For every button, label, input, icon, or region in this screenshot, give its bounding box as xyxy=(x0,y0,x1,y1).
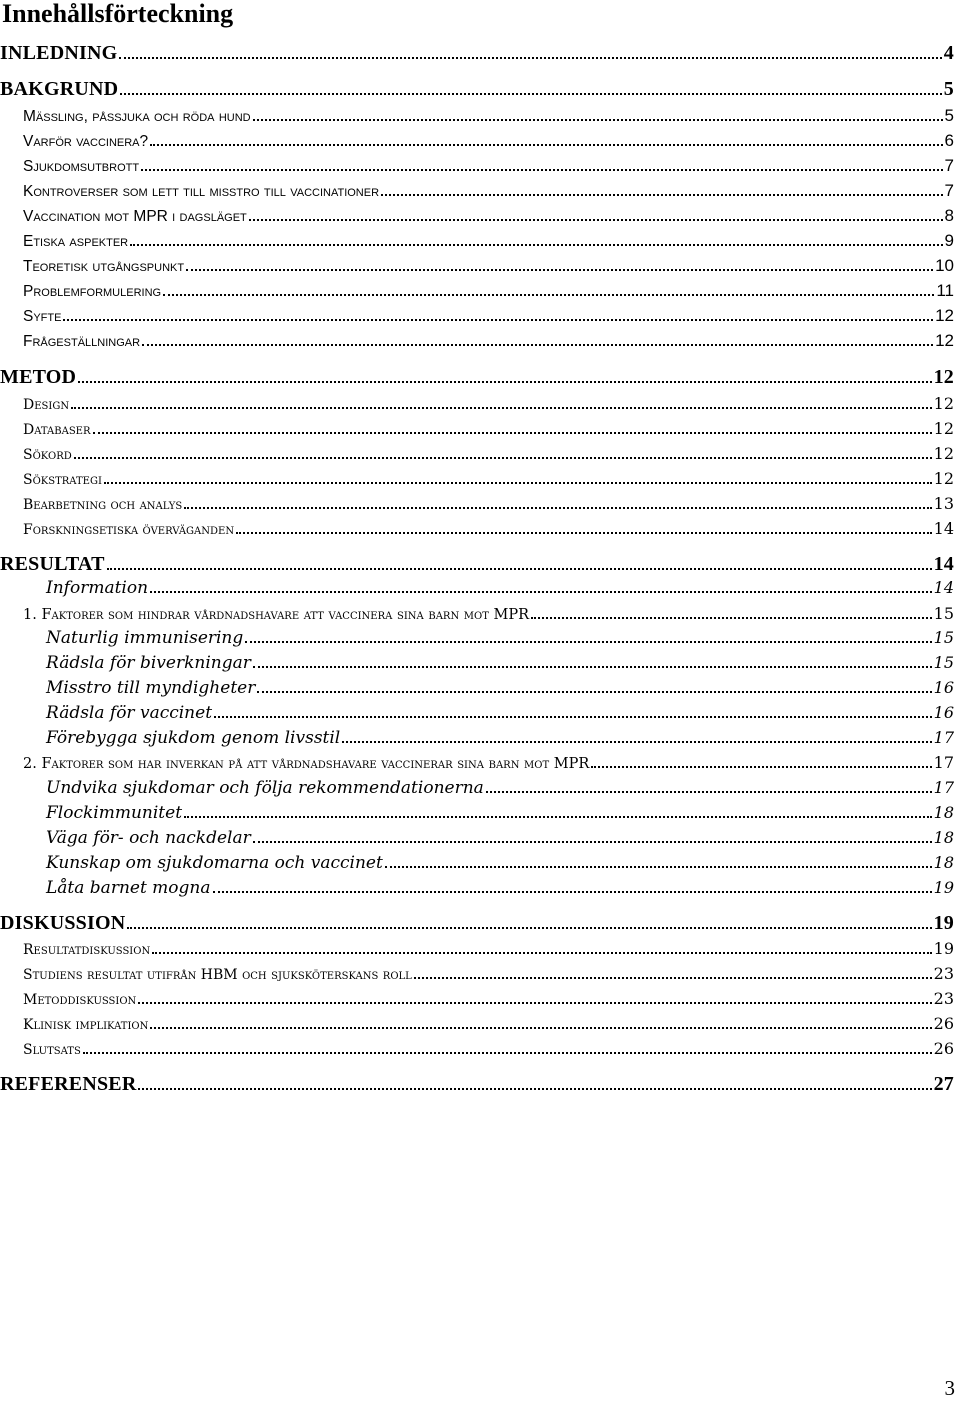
toc-entry[interactable] xyxy=(0,553,954,576)
toc-entry-label: Studiens resultat utifrån HBM och sjuksköterskans roll xyxy=(23,967,412,983)
dot-leader xyxy=(63,319,933,321)
toc-entry[interactable] xyxy=(0,131,954,151)
toc-entry-page: 23 xyxy=(933,964,954,983)
toc-entry-page: 19 xyxy=(933,912,954,934)
toc-entry-page: 12 xyxy=(935,306,954,325)
toc-entry[interactable] xyxy=(0,231,954,251)
toc-entry-label: Förebygga sjukdom genom livsstil xyxy=(46,728,341,748)
dot-leader xyxy=(213,891,932,893)
dot-leader xyxy=(71,407,932,409)
toc-entry[interactable] xyxy=(0,519,954,539)
toc-entry[interactable] xyxy=(0,419,954,439)
toc-entry-label: Misstro till myndigheter xyxy=(46,678,256,698)
dot-leader xyxy=(184,816,932,818)
toc-entry[interactable] xyxy=(0,728,954,748)
dot-leader xyxy=(245,641,931,643)
toc-entry[interactable] xyxy=(0,989,954,1009)
dot-leader xyxy=(104,482,932,484)
toc-entry[interactable] xyxy=(0,281,954,301)
dot-leader xyxy=(253,666,932,668)
toc-entry[interactable] xyxy=(0,604,954,624)
toc-entry[interactable] xyxy=(0,703,954,723)
toc-entry[interactable] xyxy=(0,803,954,823)
toc-entry-label: Naturlig immunisering xyxy=(46,628,244,648)
toc-entry[interactable] xyxy=(0,878,954,898)
dot-leader xyxy=(163,294,934,296)
toc-entry-label: Sökord xyxy=(23,447,72,463)
toc-entry-page: 27 xyxy=(933,1073,954,1095)
dot-leader xyxy=(249,219,943,221)
toc-entry-page: 14 xyxy=(933,553,954,575)
toc-entry-page: 26 xyxy=(933,1039,954,1058)
toc-entry-page: 13 xyxy=(933,494,954,513)
toc-entry-label: Låta barnet mogna xyxy=(46,878,211,898)
toc-entry[interactable] xyxy=(0,444,954,464)
toc-entry-page: 8 xyxy=(944,206,954,225)
toc-entry-page: 12 xyxy=(935,331,954,350)
toc-entry-page: 15 xyxy=(933,604,954,623)
dot-leader xyxy=(186,269,933,271)
toc-entry-label: Sjukdomsutbrott xyxy=(23,158,140,175)
toc-entry[interactable] xyxy=(0,828,954,848)
dot-leader xyxy=(93,432,932,434)
dot-leader xyxy=(214,716,932,718)
toc-entry[interactable] xyxy=(0,853,954,873)
toc-entry-label: METOD xyxy=(0,366,77,388)
toc-entry-page: 14 xyxy=(933,519,954,538)
toc-entry[interactable] xyxy=(0,939,954,959)
toc-entry[interactable] xyxy=(0,628,954,648)
toc-entry[interactable] xyxy=(0,181,954,201)
toc-entry-page: 19 xyxy=(933,878,954,897)
toc-entry-label: RESULTAT xyxy=(0,553,105,575)
toc-entry-page: 4 xyxy=(943,42,954,64)
toc-entry[interactable] xyxy=(0,331,954,351)
toc-entry-label: Problemformulering xyxy=(23,283,162,300)
toc-entry[interactable] xyxy=(0,394,954,414)
toc-entry-page: 7 xyxy=(944,181,954,200)
toc-entry-page: 18 xyxy=(933,828,954,847)
toc-entry-page: 12 xyxy=(933,394,954,413)
toc-entry-page: 9 xyxy=(944,231,954,250)
toc-entry-label: Teoretisk utgångspunkt xyxy=(23,258,185,275)
toc-entry[interactable] xyxy=(0,156,954,176)
toc-entry-page: 17 xyxy=(933,753,954,772)
toc-entry-label: Sökstrategi xyxy=(23,472,102,488)
toc-entry-label: Rädsla för vaccinet xyxy=(46,703,213,723)
toc-entry[interactable] xyxy=(0,106,954,126)
toc-entry[interactable] xyxy=(0,42,954,65)
dot-leader xyxy=(385,866,932,868)
toc-entry-label: Bearbetning och analys xyxy=(23,497,183,513)
toc-entry[interactable] xyxy=(0,1073,954,1096)
toc-entry-page: 16 xyxy=(933,678,954,697)
toc-entry-label: Forskningsetiska överväganden xyxy=(23,522,235,538)
dot-leader xyxy=(119,57,941,59)
toc-entry[interactable] xyxy=(0,306,954,326)
toc-entry-label: Vaccination mot MPR i dagsläget xyxy=(23,208,247,225)
toc-entry[interactable] xyxy=(0,1014,954,1034)
toc-entry-label: Mässling, påssjuka och röda hund xyxy=(23,108,251,125)
toc-entry[interactable] xyxy=(0,778,954,798)
toc-entry-label: Etiska aspekter xyxy=(23,233,129,250)
toc-entry-label: INLEDNING xyxy=(0,42,118,64)
toc-entry-page: 7 xyxy=(944,156,954,175)
toc-entry[interactable] xyxy=(0,1039,954,1059)
dot-leader xyxy=(120,93,942,95)
toc-entry-page: 19 xyxy=(933,939,954,958)
dot-leader xyxy=(342,741,931,743)
dot-leader xyxy=(138,1002,931,1004)
dot-leader xyxy=(257,691,931,693)
dot-leader xyxy=(83,1052,932,1054)
toc-entry[interactable] xyxy=(0,912,954,935)
toc-entry-page: 12 xyxy=(933,366,954,388)
toc-entry-page: 12 xyxy=(933,444,954,463)
toc-entry-label: REFERENSER xyxy=(0,1073,137,1095)
dot-leader xyxy=(591,766,931,768)
dot-leader xyxy=(531,617,932,619)
toc-entry-label: Kontroverser som lett till misstro till vaccinationer xyxy=(23,183,380,200)
toc-entry-page: 10 xyxy=(935,256,954,275)
toc-entry-page: 14 xyxy=(933,578,954,597)
dot-leader xyxy=(150,1027,931,1029)
page-number: 3 xyxy=(944,1376,955,1400)
page-title: Innehållsförteckning xyxy=(2,0,234,28)
toc-entry-label: Undvika sjukdomar och följa rekommendationerna xyxy=(46,778,484,798)
toc-entry-label: Flockimmunitet xyxy=(46,803,183,823)
dot-leader xyxy=(142,344,933,346)
toc-entry[interactable] xyxy=(0,469,954,489)
toc-entry-page: 15 xyxy=(933,628,954,647)
toc-entry-page: 16 xyxy=(933,703,954,722)
toc-entry-page: 12 xyxy=(933,419,954,438)
toc-entry-label: 1. Faktorer som hindrar vårdnadshavare att vaccinera sina barn mot MPR xyxy=(23,607,530,623)
toc-entry-label: Metoddiskussion xyxy=(23,992,137,1008)
toc-entry[interactable] xyxy=(0,206,954,226)
dot-leader xyxy=(141,169,942,171)
toc-entry[interactable] xyxy=(0,653,954,673)
toc-entry-label: Väga för- och nackdelar xyxy=(46,828,251,848)
toc-entry-page: 15 xyxy=(933,653,954,672)
toc-entry[interactable] xyxy=(0,256,954,276)
toc-entry-label: Rädsla för biverkningar xyxy=(46,653,251,673)
toc-entry-page: 5 xyxy=(944,106,954,125)
toc-entry-page: 17 xyxy=(933,728,954,747)
dot-leader xyxy=(130,244,942,246)
dot-leader xyxy=(74,457,932,459)
dot-leader xyxy=(253,119,943,121)
toc-entry-label: Varför vaccinera? xyxy=(23,133,149,150)
toc-entry-page: 18 xyxy=(933,803,954,822)
toc-entry[interactable] xyxy=(0,366,954,389)
toc-entry-page: 26 xyxy=(933,1014,954,1033)
dot-leader xyxy=(236,532,932,534)
dot-leader xyxy=(184,507,931,509)
dot-leader xyxy=(78,381,931,383)
toc-entry-page: 17 xyxy=(933,778,954,797)
toc-entry-page: 23 xyxy=(933,989,954,1008)
dot-leader xyxy=(150,591,932,593)
toc-entry-label: Klinisk implikation xyxy=(23,1017,149,1033)
toc-entry-label: Slutsats xyxy=(23,1042,81,1058)
toc-entry[interactable] xyxy=(0,578,954,598)
toc-entry[interactable] xyxy=(0,78,954,101)
toc-entry[interactable] xyxy=(0,678,954,698)
toc-entry[interactable] xyxy=(0,753,954,773)
toc-entry-label: Databaser xyxy=(23,422,91,438)
toc-entry-label: DISKUSSION xyxy=(0,912,126,934)
dot-leader xyxy=(486,791,932,793)
dot-leader xyxy=(138,1088,931,1090)
toc-entry-label: Frågeställningar xyxy=(23,333,141,350)
toc-entry-page: 18 xyxy=(933,853,954,872)
dot-leader xyxy=(381,194,942,196)
toc-entry[interactable] xyxy=(0,964,954,984)
toc-entry-label: Information xyxy=(46,578,149,598)
dot-leader xyxy=(253,841,932,843)
dot-leader xyxy=(150,144,942,146)
toc-entry[interactable] xyxy=(0,494,954,514)
toc-entry-label: Syfte xyxy=(23,308,62,325)
toc-entry-page: 12 xyxy=(933,469,954,488)
toc-entry-label: Design xyxy=(23,397,70,413)
toc-entry-page: 11 xyxy=(936,281,954,300)
toc-entry-label: Resultatdiskussion xyxy=(23,942,151,958)
dot-leader xyxy=(127,927,931,929)
toc-entry-page: 5 xyxy=(943,78,954,100)
toc-entry-label: BAKGRUND xyxy=(0,78,119,100)
toc-entry-page: 6 xyxy=(944,131,954,150)
toc-entry-label: Kunskap om sjukdomarna och vaccinet xyxy=(46,853,383,873)
dot-leader xyxy=(107,568,932,570)
dot-leader xyxy=(152,952,931,954)
toc-entry-label: 2. Faktorer som har inverkan på att vårdnadshavare vaccinerar sina barn mot MPR xyxy=(23,756,590,772)
dot-leader xyxy=(414,977,932,979)
